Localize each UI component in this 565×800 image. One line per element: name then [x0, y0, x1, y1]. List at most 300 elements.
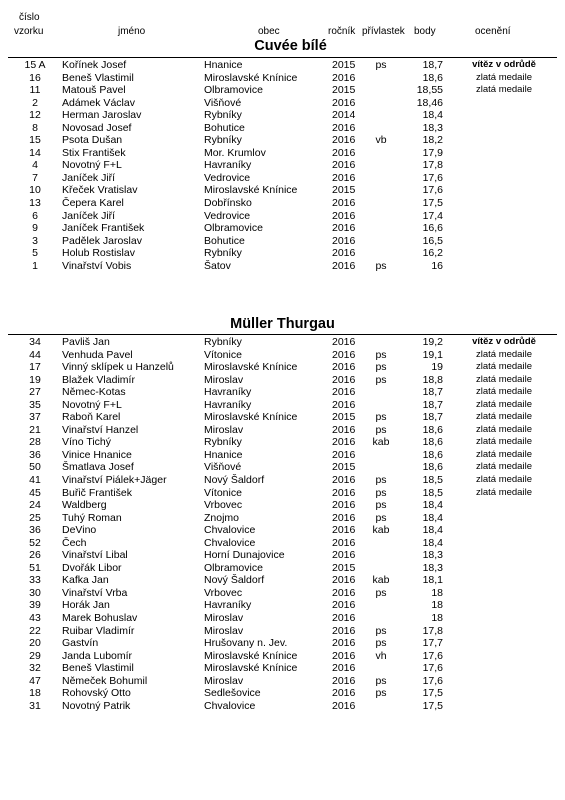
- cell-name: Vinařství Hanzel: [62, 423, 139, 436]
- cell-score: 18,3: [422, 561, 443, 574]
- cell-score: 17,5: [422, 197, 443, 210]
- cell-village: Havraníky: [204, 159, 252, 172]
- cell-vintage: 2015: [332, 461, 356, 474]
- cell-score: 18,46: [416, 96, 443, 109]
- cell-sample-number: 1: [32, 259, 38, 272]
- cell-vintage: 2016: [332, 146, 356, 159]
- cell-name: DeVino: [62, 524, 97, 537]
- table-row: [0, 599, 565, 612]
- cell-predicate: ps: [375, 687, 387, 700]
- cell-name: Novotný F+L: [62, 159, 122, 172]
- cell-vintage: 2016: [332, 247, 356, 260]
- cell-village: Dobřínsko: [204, 197, 252, 210]
- cell-village: Chvalovice: [204, 524, 256, 537]
- table-row: [0, 159, 565, 172]
- cell-predicate: ps: [375, 259, 387, 272]
- cell-predicate: ps: [375, 59, 387, 71]
- cell-village: Miroslav: [204, 612, 244, 625]
- cell-name: Rohovský Otto: [62, 687, 131, 700]
- cell-village: Rybníky: [204, 436, 242, 449]
- cell-predicate: ps: [375, 511, 387, 524]
- cell-sample-number: 9: [32, 222, 38, 235]
- cell-name: Janíček Jiří: [62, 209, 116, 222]
- cell-name: Kafka Jan: [62, 574, 109, 587]
- cell-vintage: 2016: [332, 448, 356, 461]
- table-row: [0, 147, 565, 160]
- header-obec: obec: [258, 26, 280, 37]
- cell-village: Miroslav: [204, 624, 244, 637]
- cell-score: 17,8: [422, 159, 443, 172]
- cell-vintage: 2016: [332, 599, 356, 612]
- cell-award: zlatá medaile: [476, 448, 532, 460]
- header-oceneni: ocenění: [475, 26, 511, 37]
- table-row: [0, 687, 565, 700]
- cell-sample-number: 5: [32, 247, 38, 260]
- table-row: [0, 436, 565, 449]
- cell-sample-number: 44: [29, 348, 41, 361]
- cell-sample-number: 18: [29, 687, 41, 700]
- cell-village: Miroslavské Knínice: [204, 71, 298, 84]
- cell-sample-number: 15: [29, 134, 41, 147]
- header-cislo-line2: vzorku: [14, 26, 44, 37]
- table-row: [0, 662, 565, 675]
- cell-vintage: 2016: [332, 524, 356, 537]
- cell-name: Beneš Vlastimil: [62, 71, 134, 84]
- table-row: [0, 449, 565, 462]
- cell-village: Olbramovice: [204, 222, 263, 235]
- table-row: [0, 172, 565, 185]
- cell-village: Miroslavské Knínice: [204, 184, 298, 197]
- cell-award: zlatá medaile: [476, 398, 532, 410]
- cell-sample-number: 34: [29, 336, 41, 348]
- table-row: [0, 499, 565, 512]
- cell-sample-number: 7: [32, 171, 38, 184]
- cell-vintage: 2016: [332, 574, 356, 587]
- cell-score: 18,3: [422, 121, 443, 134]
- table-row: [0, 675, 565, 688]
- table-row: [0, 361, 565, 374]
- cell-score: 17,6: [422, 171, 443, 184]
- table-row: [0, 210, 565, 223]
- table-row: [0, 97, 565, 110]
- cell-score: 17,6: [422, 184, 443, 197]
- cell-name: Čech: [62, 536, 87, 549]
- cell-award: zlatá medaile: [476, 411, 532, 423]
- cell-predicate: ps: [375, 499, 387, 512]
- header-jmeno: jméno: [118, 26, 146, 37]
- cell-sample-number: 28: [29, 436, 41, 449]
- cell-sample-number: 37: [29, 411, 41, 424]
- table-row: [0, 197, 565, 210]
- cell-village: Hnanice: [204, 448, 243, 461]
- cell-score: 18: [431, 599, 443, 612]
- cell-vintage: 2016: [332, 234, 356, 247]
- header-body: body: [414, 26, 436, 37]
- cell-village: Nový Šaldorf: [204, 574, 265, 587]
- cell-score: 18,4: [422, 536, 443, 549]
- cell-name: Kořínek Josef: [62, 59, 127, 71]
- cell-name: Janíček Jiří: [62, 171, 116, 184]
- cell-village: Havraníky: [204, 398, 252, 411]
- cell-sample-number: 39: [29, 599, 41, 612]
- cell-score: 17,5: [422, 687, 443, 700]
- cell-predicate: ps: [375, 373, 387, 386]
- cell-predicate: ps: [375, 411, 387, 424]
- header-privlastek: přívlastek: [362, 26, 405, 37]
- cell-vintage: 2016: [332, 259, 356, 272]
- cell-sample-number: 25: [29, 511, 41, 524]
- cell-score: 18,2: [422, 134, 443, 147]
- cell-score: 18,55: [416, 84, 443, 97]
- table-row: [0, 72, 565, 85]
- cell-predicate: kab: [372, 524, 390, 537]
- cell-predicate: ps: [375, 474, 387, 487]
- cell-village: Miroslav: [204, 674, 244, 687]
- cell-score: 17,6: [422, 674, 443, 687]
- cell-name: Adámek Václav: [62, 96, 135, 109]
- cell-predicate: ps: [375, 423, 387, 436]
- cell-predicate: ps: [375, 674, 387, 687]
- cell-vintage: 2016: [332, 674, 356, 687]
- cell-vintage: 2016: [332, 549, 356, 562]
- cell-score: 18,4: [422, 499, 443, 512]
- cell-village: Olbramovice: [204, 84, 263, 97]
- cell-sample-number: 2: [32, 96, 38, 109]
- cell-award: zlatá medaile: [476, 348, 532, 360]
- cell-score: 18,4: [422, 109, 443, 122]
- cell-vintage: 2016: [332, 624, 356, 637]
- cell-village: Havraníky: [204, 386, 252, 399]
- table-row: [0, 474, 565, 487]
- cell-village: Miroslavské Knínice: [204, 649, 298, 662]
- table-row: [0, 549, 565, 562]
- cell-name: Waldberg: [62, 499, 107, 512]
- cell-name: Buřič František: [62, 486, 133, 499]
- cell-vintage: 2016: [332, 423, 356, 436]
- cell-award: zlatá medaile: [476, 474, 532, 486]
- cell-score: 18,7: [422, 411, 443, 424]
- cell-name: Stix František: [62, 146, 126, 159]
- cell-vintage: 2016: [332, 436, 356, 449]
- cell-name: Víno Tichý: [62, 436, 112, 449]
- cell-score: 18,6: [422, 71, 443, 84]
- cell-name: Matouš Pavel: [62, 84, 126, 97]
- section-divider: [8, 334, 557, 335]
- cell-score: 19,2: [422, 336, 443, 348]
- cell-name: Blažek Vladimír: [62, 373, 135, 386]
- cell-predicate: ps: [375, 348, 387, 361]
- cell-vintage: 2016: [332, 71, 356, 84]
- cell-name: Horák Jan: [62, 599, 110, 612]
- cell-village: Chvalovice: [204, 536, 256, 549]
- cell-predicate: ps: [375, 624, 387, 637]
- cell-score: 18,4: [422, 524, 443, 537]
- table-row: [0, 122, 565, 135]
- cell-sample-number: 12: [29, 109, 41, 122]
- cell-sample-number: 32: [29, 662, 41, 675]
- cell-sample-number: 41: [29, 474, 41, 487]
- cell-score: 18,1: [422, 574, 443, 587]
- cell-vintage: 2016: [332, 121, 356, 134]
- cell-sample-number: 14: [29, 146, 41, 159]
- cell-village: Miroslav: [204, 373, 244, 386]
- table-row: [0, 399, 565, 412]
- cell-name: Novosad Josef: [62, 121, 132, 134]
- cell-name: Tuhý Roman: [62, 511, 122, 524]
- cell-predicate: ps: [375, 486, 387, 499]
- table-row: [0, 247, 565, 260]
- cell-vintage: 2016: [332, 586, 356, 599]
- cell-village: Miroslavské Knínice: [204, 411, 298, 424]
- table-row: [0, 574, 565, 587]
- cell-name: Vinařství Piálek+Jäger: [62, 474, 167, 487]
- table-row: [0, 562, 565, 575]
- table-row: [0, 349, 565, 362]
- cell-name: Beneš Vlastimil: [62, 662, 134, 675]
- table-row: [0, 374, 565, 387]
- cell-sample-number: 50: [29, 461, 41, 474]
- cell-name: Křeček Vratislav: [62, 184, 138, 197]
- cell-sample-number: 20: [29, 637, 41, 650]
- cell-vintage: 2016: [332, 486, 356, 499]
- cell-vintage: 2016: [332, 398, 356, 411]
- cell-award: zlatá medaile: [476, 423, 532, 435]
- cell-predicate: vh: [375, 649, 387, 662]
- cell-predicate: ps: [375, 637, 387, 650]
- table-row: [0, 222, 565, 235]
- cell-sample-number: 47: [29, 674, 41, 687]
- cell-score: 17,6: [422, 662, 443, 675]
- cell-vintage: 2016: [332, 511, 356, 524]
- cell-village: Višňové: [204, 96, 242, 109]
- cell-sample-number: 30: [29, 586, 41, 599]
- table-row: [0, 512, 565, 525]
- cell-vintage: 2016: [332, 612, 356, 625]
- cell-village: Chvalovice: [204, 699, 256, 712]
- cell-name: Janíček František: [62, 222, 145, 235]
- cell-vintage: 2016: [332, 159, 356, 172]
- cell-village: Rybníky: [204, 109, 242, 122]
- table-row: [0, 260, 565, 273]
- cell-score: 18,5: [422, 486, 443, 499]
- cell-sample-number: 6: [32, 209, 38, 222]
- cell-vintage: 2016: [332, 386, 356, 399]
- cell-name: Vinný sklípek u Hanzelů: [62, 361, 174, 374]
- cell-village: Hnanice: [204, 59, 243, 71]
- cell-name: Němeček Bohumil: [62, 674, 148, 687]
- cell-village: Bohutice: [204, 234, 245, 247]
- cell-sample-number: 51: [29, 561, 41, 574]
- cell-vintage: 2015: [332, 411, 356, 424]
- header-cislo-line1: číslo: [19, 12, 40, 23]
- cell-name: Raboň Karel: [62, 411, 121, 424]
- cell-village: Rybníky: [204, 247, 242, 260]
- cell-vintage: 2016: [332, 536, 356, 549]
- cell-award: zlatá medaile: [476, 84, 532, 96]
- cell-name: Gastvín: [62, 637, 99, 650]
- cell-sample-number: 19: [29, 373, 41, 386]
- cell-village: Vedrovice: [204, 209, 251, 222]
- cell-score: 17,6: [422, 649, 443, 662]
- table-row: [0, 134, 565, 147]
- cell-village: Vrbovec: [204, 499, 243, 512]
- cell-village: Rybníky: [204, 336, 242, 348]
- table-row: [0, 184, 565, 197]
- cell-score: 19,1: [422, 348, 443, 361]
- cell-sample-number: 17: [29, 361, 41, 374]
- cell-score: 18,6: [422, 423, 443, 436]
- cell-village: Vrbovec: [204, 586, 243, 599]
- cell-score: 18,7: [422, 386, 443, 399]
- cell-village: Šatov: [204, 259, 231, 272]
- cell-score: 19: [431, 361, 443, 374]
- cell-vintage: 2016: [332, 373, 356, 386]
- cell-village: Sedlešovice: [204, 687, 261, 700]
- cell-score: 18,3: [422, 549, 443, 562]
- cell-name: Pavliš Jan: [62, 336, 110, 348]
- table-row: [0, 524, 565, 537]
- cell-score: 18,7: [422, 398, 443, 411]
- cell-award: zlatá medaile: [476, 361, 532, 373]
- cell-score: 17,4: [422, 209, 443, 222]
- cell-score: 18: [431, 612, 443, 625]
- table-row: [0, 587, 565, 600]
- cell-sample-number: 21: [29, 423, 41, 436]
- cell-village: Bohutice: [204, 121, 245, 134]
- table-row: [0, 424, 565, 437]
- cell-name: Vinice Hnanice: [62, 448, 132, 461]
- cell-name: Padělek Jaroslav: [62, 234, 142, 247]
- cell-vintage: 2016: [332, 662, 356, 675]
- cell-sample-number: 29: [29, 649, 41, 662]
- cell-village: Miroslav: [204, 423, 244, 436]
- cell-sample-number: 43: [29, 612, 41, 625]
- cell-score: 18,6: [422, 461, 443, 474]
- cell-village: Vítonice: [204, 486, 242, 499]
- cell-sample-number: 26: [29, 549, 41, 562]
- cell-sample-number: 52: [29, 536, 41, 549]
- cell-score: 18,4: [422, 511, 443, 524]
- cell-vintage: 2016: [332, 637, 356, 650]
- cell-name: Herman Jaroslav: [62, 109, 142, 122]
- section-rows-cuvee: [0, 59, 565, 272]
- cell-village: Hrušovany n. Jev.: [204, 637, 288, 650]
- cell-village: Višňové: [204, 461, 242, 474]
- cell-name: Vinařství Vrba: [62, 586, 128, 599]
- cell-name: Janda Lubomír: [62, 649, 133, 662]
- cell-award: zlatá medaile: [476, 386, 532, 398]
- section-title-muller: Müller Thurgau: [230, 316, 335, 332]
- cell-vintage: 2016: [332, 649, 356, 662]
- cell-village: Nový Šaldorf: [204, 474, 265, 487]
- cell-vintage: 2016: [332, 96, 356, 109]
- table-row: [0, 109, 565, 122]
- cell-village: Miroslavské Knínice: [204, 662, 298, 675]
- cell-name: Holub Rostislav: [62, 247, 135, 260]
- cell-score: 18,6: [422, 448, 443, 461]
- cell-score: 16,2: [422, 247, 443, 260]
- cell-vintage: 2016: [332, 134, 356, 147]
- table-row: [0, 625, 565, 638]
- cell-score: 17,9: [422, 146, 443, 159]
- cell-village: Mor. Krumlov: [204, 146, 266, 159]
- cell-sample-number: 8: [32, 121, 38, 134]
- cell-name: Marek Bohuslav: [62, 612, 138, 625]
- cell-score: 17,5: [422, 699, 443, 712]
- table-row: [0, 59, 565, 72]
- cell-award: zlatá medaile: [476, 461, 532, 473]
- cell-score: 18,8: [422, 373, 443, 386]
- cell-name: Novotný F+L: [62, 398, 122, 411]
- table-row: [0, 612, 565, 625]
- cell-sample-number: 45: [29, 486, 41, 499]
- cell-village: Znojmo: [204, 511, 240, 524]
- cell-vintage: 2015: [332, 59, 356, 71]
- cell-sample-number: 3: [32, 234, 38, 247]
- cell-award: vítěz v odrůdě: [472, 336, 536, 347]
- cell-name: Ruibar Vladimír: [62, 624, 135, 637]
- cell-name: Venhuda Pavel: [62, 348, 133, 361]
- cell-village: Horní Dunajovice: [204, 549, 285, 562]
- cell-predicate: kab: [372, 436, 390, 449]
- cell-village: Rybníky: [204, 134, 242, 147]
- cell-vintage: 2016: [332, 699, 356, 712]
- cell-sample-number: 33: [29, 574, 41, 587]
- cell-name: Vinařství Libal: [62, 549, 128, 562]
- section-title-cuvee: Cuvée bílé: [254, 38, 327, 54]
- cell-score: 18,6: [422, 436, 443, 449]
- cell-predicate: vb: [375, 134, 387, 147]
- cell-name: Němec-Kotas: [62, 386, 126, 399]
- cell-sample-number: 36: [29, 448, 41, 461]
- cell-score: 18,5: [422, 474, 443, 487]
- cell-sample-number: 11: [29, 84, 41, 97]
- table-row: [0, 700, 565, 713]
- cell-sample-number: 4: [32, 159, 38, 172]
- cell-village: Vedrovice: [204, 171, 251, 184]
- cell-score: 16,6: [422, 222, 443, 235]
- table-row: [0, 235, 565, 248]
- cell-vintage: 2016: [332, 171, 356, 184]
- cell-vintage: 2016: [332, 348, 356, 361]
- cell-predicate: ps: [375, 586, 387, 599]
- cell-sample-number: 27: [29, 386, 41, 399]
- cell-village: Olbramovice: [204, 561, 263, 574]
- cell-award: zlatá medaile: [476, 436, 532, 448]
- cell-score: 18: [431, 586, 443, 599]
- cell-vintage: 2016: [332, 499, 356, 512]
- cell-vintage: 2016: [332, 222, 356, 235]
- cell-village: Havraníky: [204, 599, 252, 612]
- section-rows-muller: [0, 336, 565, 712]
- cell-award: zlatá medaile: [476, 486, 532, 498]
- table-row: [0, 487, 565, 500]
- cell-sample-number: 10: [29, 184, 41, 197]
- table-row: [0, 84, 565, 97]
- cell-award: zlatá medaile: [476, 71, 532, 83]
- table-row: [0, 650, 565, 663]
- cell-name: Šmatlava Josef: [62, 461, 134, 474]
- cell-vintage: 2016: [332, 336, 356, 348]
- table-row: [0, 411, 565, 424]
- cell-score: 16,5: [422, 234, 443, 247]
- cell-name: Dvořák Libor: [62, 561, 122, 574]
- cell-predicate: ps: [375, 361, 387, 374]
- cell-vintage: 2016: [332, 197, 356, 210]
- cell-sample-number: 36: [29, 524, 41, 537]
- table-row: [0, 537, 565, 550]
- table-row: [0, 386, 565, 399]
